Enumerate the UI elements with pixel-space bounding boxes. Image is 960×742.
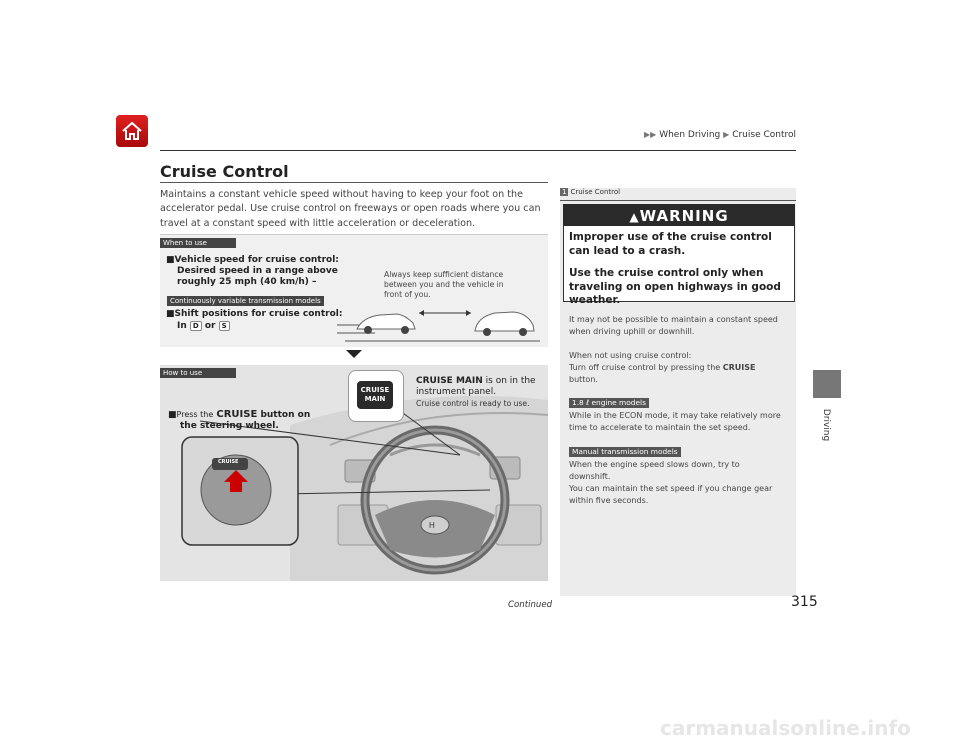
home-button[interactable] [116,115,148,147]
press-arrow-icon [224,470,248,482]
side-reference-heading: 1 Cruise Control [562,188,621,196]
indicator-description: CRUISE MAIN is on in the [416,376,536,386]
continued-label: Continued [508,600,553,610]
side-paragraph-4a: When the engine speed slows down, try to downshift. [569,460,740,481]
breadcrumb [644,130,796,140]
press-instruction: ■Press the CRUISE button on [168,409,311,420]
indicator-note: Cruise control is ready to use. [416,399,530,408]
cruise-button-label: CRUISE [218,459,239,465]
side-paragraph-2c: button. [569,375,598,384]
chapter-tab[interactable] [813,370,841,398]
press-arrow-stem [230,482,242,492]
side-heading-divider [560,200,796,201]
title-divider [160,182,548,183]
svg-text:H: H [429,521,435,530]
vehicle-distance-illustration [335,303,545,343]
when-to-use-panel [160,234,548,347]
page-title: Cruise Control [160,162,289,181]
watermark: carmanualsonline.info [660,716,911,740]
page-number: 315 [791,594,818,610]
breadcrumb-arrow-icon: ▶▶ [644,130,657,139]
shift-heading: ■Shift positions for cruise control: [166,309,343,319]
home-icon [120,119,144,143]
warning-header: ▲WARNING [563,204,795,226]
side-paragraph-4b: You can maintain the set speed if you change gear within five seconds. [569,484,773,505]
warning-text-1: Improper use of the cruise control can lead to a crash. [569,231,772,257]
side-paragraph-2b: Turn off cruise control by pressing the CRUISE [569,363,756,372]
breadcrumb-item-cruise-control[interactable]: Cruise Control [732,130,796,140]
intro-paragraph: Maintains a constant vehicle speed without having to keep your foot on the accelerator pedal. Use cruise control on freeways or open roads where you can travel at a constant speed with little acceleration or deceleration. [160,189,541,229]
cvt-models-tag: Continuously variable transmission models [167,296,324,306]
shift-positions: In D or S [177,321,230,332]
warning-icon: ▲ [629,210,640,224]
down-arrow-icon [346,350,362,358]
speed-heading: ■Vehicle speed for cruise control: [166,255,339,265]
manual-transmission-tag: Manual transmission models [569,447,681,457]
speed-detail-1: Desired speed in a range above [177,266,338,276]
cruise-main-indicator-icon: CRUISE MAIN [357,381,393,409]
side-paragraph-1: It may not be possible to maintain a constant speed when driving uphill or downhill. [569,315,778,336]
key-d: D [190,321,202,331]
when-to-use-tag: When to use [160,238,236,248]
indicator-frame [348,370,404,422]
side-paragraph-3: While in the ECON mode, it may take relatively more time to accelerate to maintain the set speed. [569,411,781,432]
distance-note: Always keep sufficient distance between you and the vehicle in front of you. [384,270,504,299]
side-paragraph-2a: When not using cruise control: [569,351,692,360]
press-instruction-line2: the steering wheel. [180,421,279,431]
key-s: S [219,321,230,331]
chapter-tab-label: Driving [821,408,831,442]
how-to-use-panel [160,365,548,581]
breadcrumb-arrow-icon: ▶ [723,130,730,139]
how-to-use-tag: How to use [160,368,236,378]
engine-models-tag: 1.8 ℓ engine models [569,398,649,408]
speed-detail-2: roughly 25 mph (40 km/h) – [177,277,317,287]
warning-text-2: Use the cruise control only when traveling on open highways in good weather. [569,267,781,306]
breadcrumb-item-when-driving[interactable]: When Driving [659,130,721,140]
header-divider [160,150,796,151]
indicator-description-line2: instrument panel. [416,387,497,397]
